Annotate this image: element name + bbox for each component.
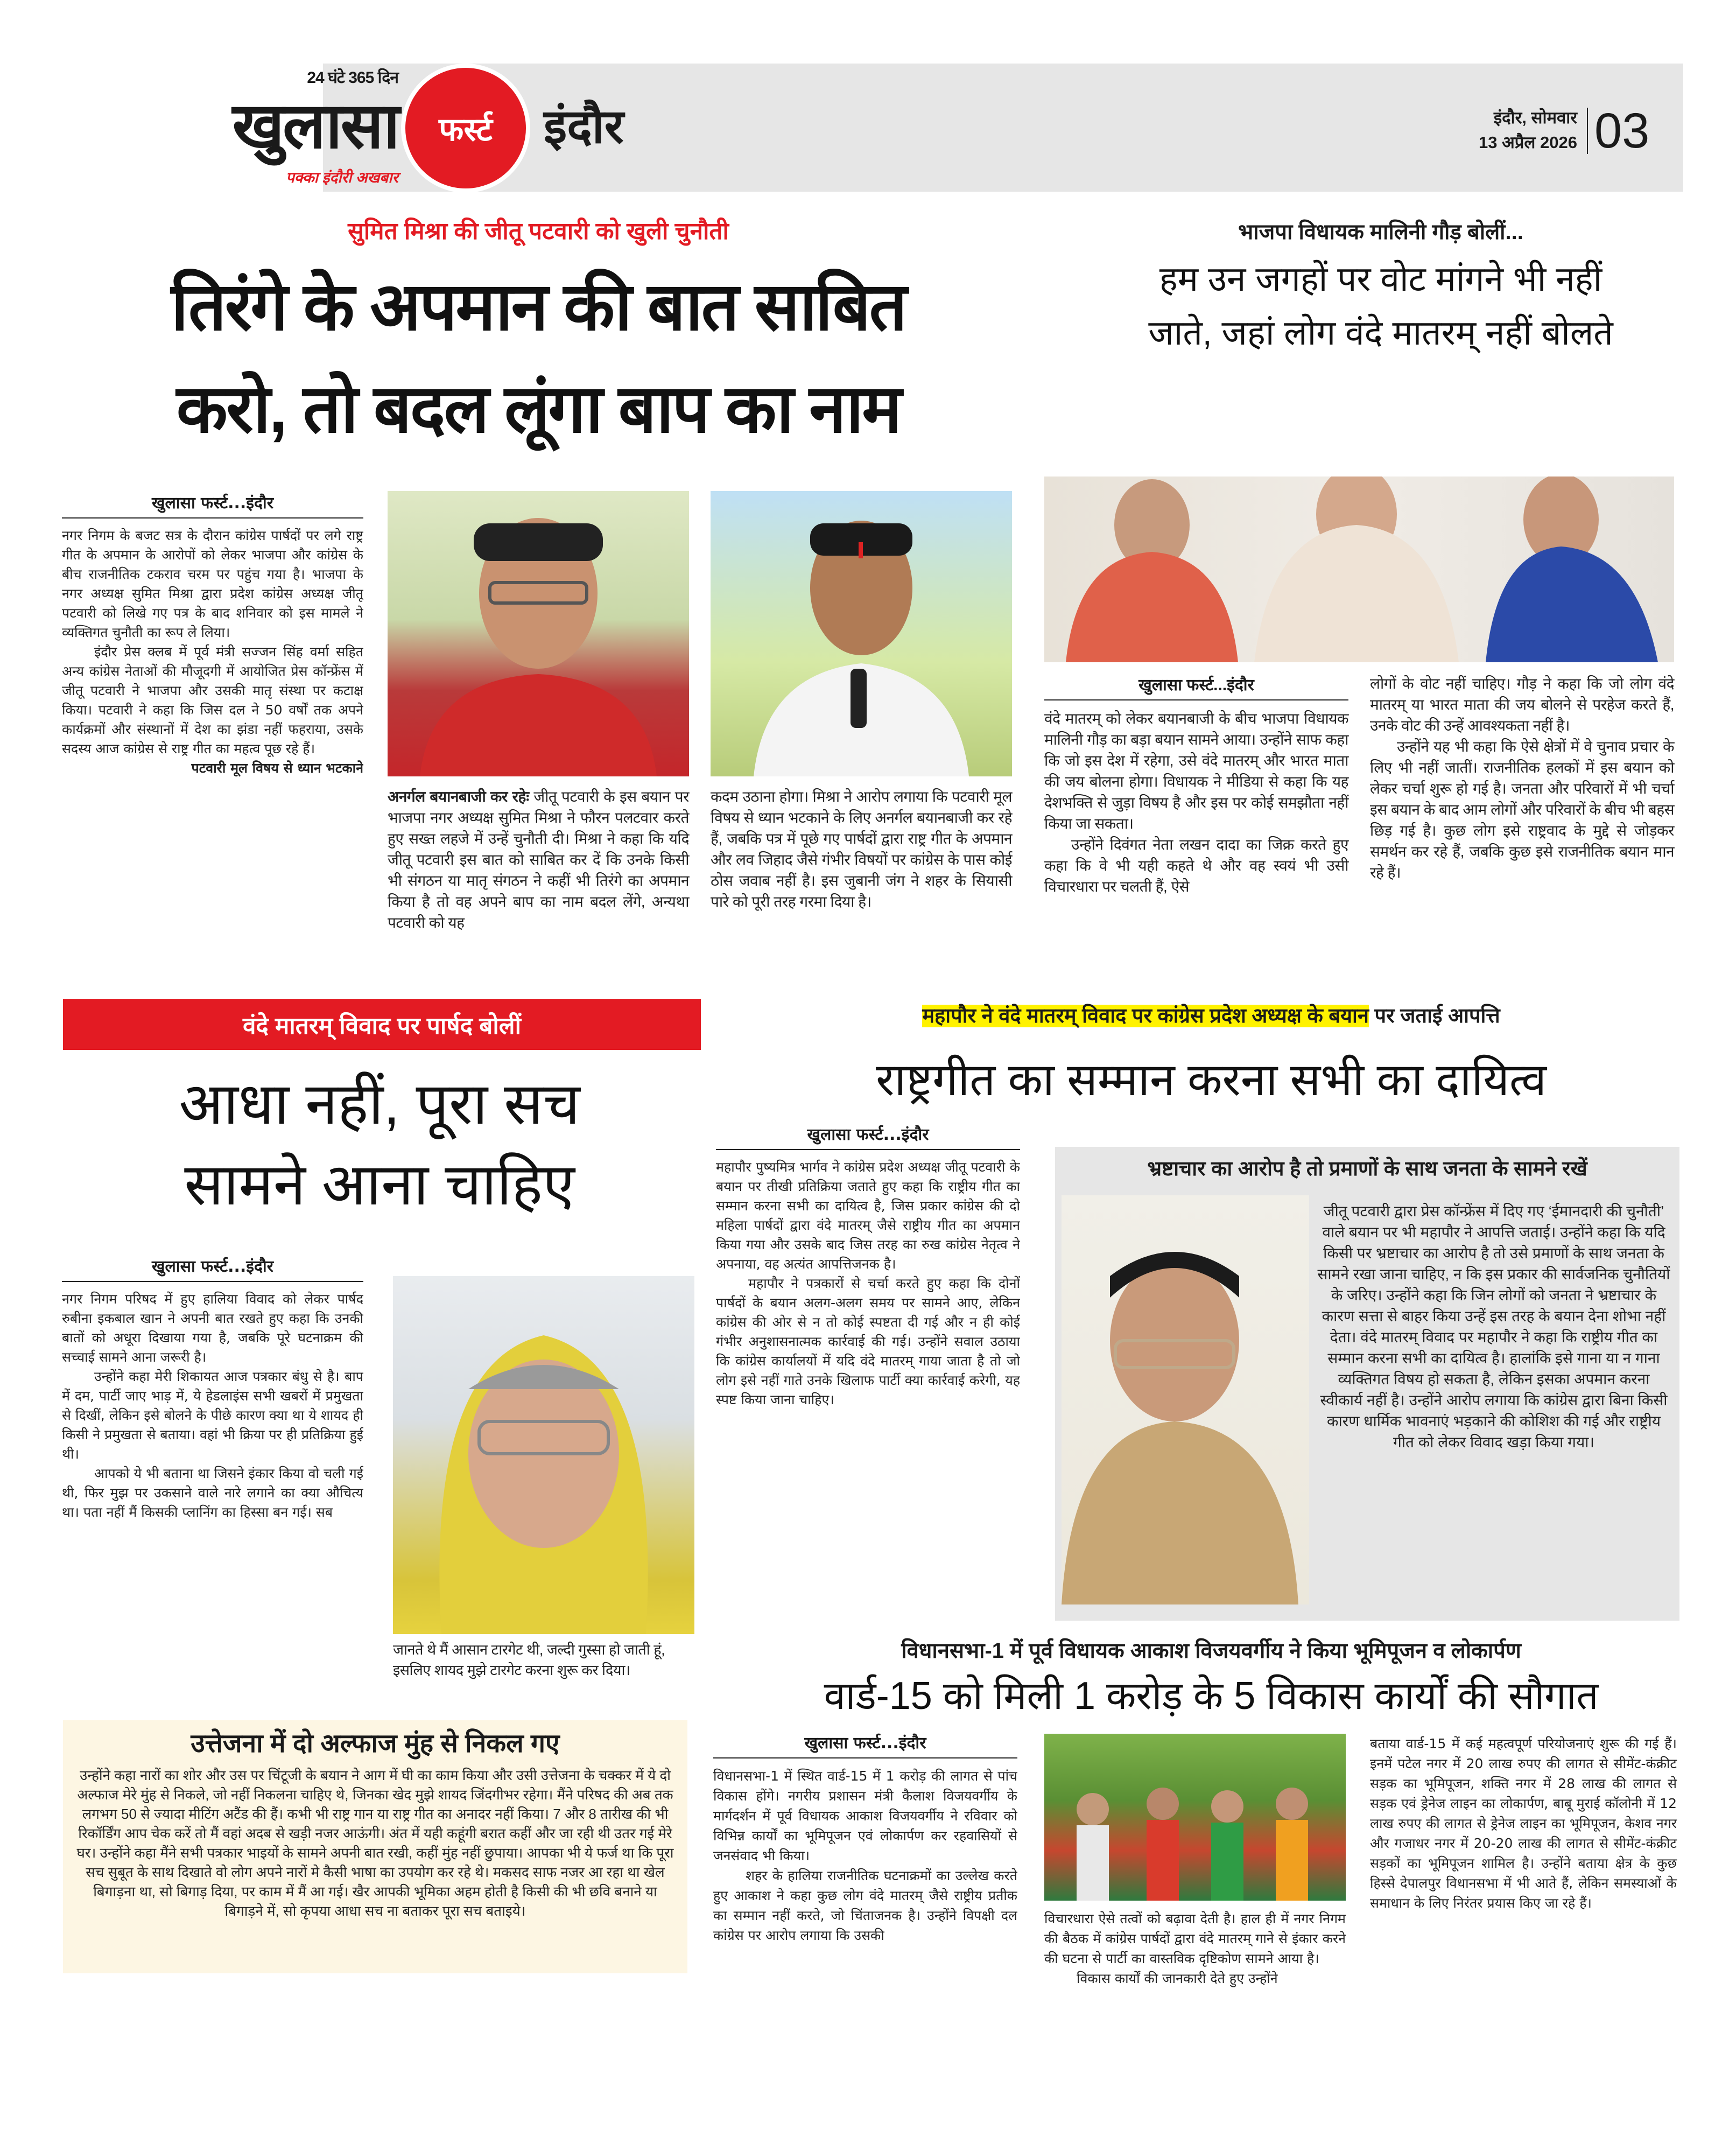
story1-para: नगर निगम के बजट सत्र के दौरान कांग्रेस पार्षदों पर लगे राष्ट्र गीत के अपमान के आरोपों को लेकर भाजपा और कांग्रेस के बीच राजनीतिक टकराव चरम पर पहुंच गया है। भाजपा के नगर अध्यक्ष सुमित मिश्रा द्वारा प्रदेश कांग्रेस अध्यक्ष जीतू पटवारी को लिखे गए पत्र के बाद शनिवार को इस मामले ने व्यक्तिगत चुनौती का रूप ले लिया। bbox=[62, 528, 363, 640]
story1-para: कदम उठाना होगा। मिश्रा ने आरोप लगाया कि पटवारी मूल विषय से ध्यान भटकाने के लिए अनर्गल बयानबाजी कर रहे हैं, जबकि पत्र में पूछे गए पार्षदों द्वारा राष्ट्र गीत के अपमान और लव जिहाद जैसे गंभीर विषयों पर कांग्रेस के पास कोई ठोस जवाब नहीं है। इस जुबानी जंग ने शहर के सियासी पारे को पूरी तरह गरमा दिया है। bbox=[711, 788, 1012, 910]
story5-para: शहर के हालिया राजनीतिक घटनाक्रमों का उल्लेख करते हुए आकाश ने कहा कुछ लोग वंदे मातरम् जैसे राष्ट्रीय प्रतीक का सम्मान नहीं करते, जो चिंताजनक है। उन्होंने विपक्षी दल कांग्रेस पर आरोप लगाया कि उसकी bbox=[713, 1868, 1017, 1943]
photo-jitu-patwari bbox=[711, 491, 1012, 776]
story4-box-text: जीतू पटवारी द्वारा प्रेस कॉन्फ्रेंस में दिए गए ‘ईमानदारी की चुनौती’ वाले बयान पर भी महापौर ने आपत्ति जताई। उन्होंने कहा कि यदि किसी पर भ्रष्टाचार का आरोप है तो उसे प्रमाणों के साथ जनता के सामने रखा जाना चाहिए, न कि इस प्रकार की सार्वजनिक चुनौतियों के जरिए। उन्होंने कहा कि जिन लोगों को जनता ने भ्रष्टाचार के कारण सत्ता से बाहर किया उन्हें इस तरह के बयान देना शोभा नहीं देता। वंदे मातरम् विवाद पर महापौर ने कहा कि राष्ट्रीय गीत का सम्मान करना सभी का दायित्व है। हालांकि इसे गाना या न गाना व्यक्तिगत विषय हो सकता है, लेकिन इसका अपमान करना स्वीकार्य नहीं है। उन्होंने आरोप लगाया कि कांग्रेस द्वारा बिना किसी कारण धार्मिक भावनाएं भड़काने की कोशिश की गई और राष्ट्रीय गीत को लेकर विवाद खड़ा किया गया। bbox=[1317, 1203, 1670, 1451]
story5-byline: खुलासा फर्स्ट...इंदौर bbox=[713, 1731, 1017, 1758]
story2-para: लोगों के वोट नहीं चाहिए। गौड़ ने कहा कि जो लोग वंदे मातरम् या भारत माता की जय बोलने से परहेज करते हैं, उनके वोट की उन्हें आवश्यकता नहीं है। bbox=[1370, 675, 1674, 734]
portrait-man-icon bbox=[388, 491, 689, 776]
story1-headline bbox=[54, 256, 1023, 460]
date-divider bbox=[1587, 108, 1588, 154]
story3-box-headline: उत्तेजना में दो अल्फाज मुंह से निकल गए bbox=[191, 1729, 560, 1758]
story1-col2 bbox=[388, 786, 689, 933]
story3-photo-caption: जानते थे मैं आसान टारगेट थी, जल्दी गुस्सा हो जाती हूं, इसलिए शायद मुझे टारगेट करना शुरू कर दिया। bbox=[393, 1642, 665, 1678]
story1-byline: खुलासा फर्स्ट...इंदौर bbox=[62, 491, 363, 519]
crowd-ceremony-icon bbox=[1044, 1734, 1346, 1901]
photo-malini-gaur bbox=[1044, 477, 1674, 662]
story2-col2 bbox=[1370, 673, 1674, 883]
story1-headline-line1: तिरंगे के अपमान की बात साबित bbox=[171, 270, 906, 344]
portrait-man-mic-icon bbox=[711, 491, 1012, 776]
photo-bhoomipujan-event bbox=[1044, 1734, 1346, 1901]
story2-para: वंदे मातरम् को लेकर बयानबाजी के बीच भाजपा विधायक मालिनी गौड़ का बड़ा बयान सामने आया। उन्होंने साफ कहा कि जो इस देश में रहेगा, उसे वंदे मातरम् और भारत माता की जय बोलना होगा। विधायक ने मीडिया से कहा कि यह देशभक्ति से जुड़ा विषय है और इस पर कोई समझौता नहीं किया जा सकता। bbox=[1044, 710, 1348, 832]
story5-para: बताया वार्ड-15 में कई महत्वपूर्ण परियोजनाएं शुरू की गई हैं। इनमें पटेल नगर में 20 लाख रुपए की लागत से सीमेंट-कंक्रीट सड़क का भूमिपूजन, शक्ति नगर में 28 लाख की लागत से सड़क एवं ड्रेनेज लाइन का लोकार्पण, बाबू मुराई कॉलोनी में 12 लाख रुपए की लागत से ड्रेनेज लाइन का भूमिपूजन, केशव नगर और गजाधर नगर में 20-20 लाख की लागत से सीमेंट-कंक्रीट सड़कों का भूमिपूजन शामिल है। उन्होंने बताया क्षेत्र के कुछ हिस्से देपालपुर विधानसभा में भी आते हैं, लेकिन समस्याओं के समाधान के लिए निरंतर प्रयास किए जा रहे हैं। bbox=[1370, 1736, 1677, 1911]
page-number: 03 bbox=[1594, 103, 1650, 158]
story2-byline: खुलासा फर्स्ट...इंदौर bbox=[1044, 673, 1348, 700]
story3-box-text: उन्होंने कहा नारों का शोर और उस पर चिंटूजी के बयान ने आग में घी का काम किया और उसी उत्तेजना के चक्कर में ये दो अल्फाज मेरे मुंह से निकले, जो नहीं निकलना चाहिए थे, जिनका खेद मुझे शायद जिंदगीभर रहेगा। मैंने परिषद की अब तक लगभग 50 से ज्यादा मीटिंग अटैंड की हैं। कभी भी राष्ट्र गान या राष्ट्र गीत का अनादर नहीं किया। 7 और 8 तारीख की भी रिकॉर्डिंग आप चेक करें तो मैं वहां अदब से खड़ी नजर आऊंगी। अंत में यही कहूंगी बरात कहीं और जा रही थी उतर गई मेरे घर। उन्होंने कहा मैंने सभी पत्रकार भाइयों के सामने अपनी बात रखी, कहीं मुंह नहीं छुपाया। आपका भी ये फर्ज था कि पूरा सच सुबूत के साथ दिखाते वो लोग अपने नारों मे कैसी भाषा का उपयोग कर रहे थे। मकसद साफ नजर आ रहा था खेल बिगाड़ना था, सो बिगाड़ दिया, पर काम में मैं आ गई। खैर आपकी भूमिका अहम होती है किसी की भी छवि बनाने या बिगाड़ने में, सो कृपया आधा सच ना बताकर पूरा सच बताइये। bbox=[76, 1767, 674, 1919]
story2-headline-line1: हम उन जगहों पर वोट मांगने भी नहीं bbox=[1159, 260, 1603, 298]
masthead-tagline: 24 घंटे 365 दिन bbox=[307, 69, 398, 87]
story4-para: महापौर ने पत्रकारों से चर्चा करते हुए कहा कि दोनों पार्षदों के बयान अलग-अलग समय पर सामने आए, लेकिन कांग्रेस की ओर से न तो कोई स्पष्टता दी गई और न ही कोई गंभीर अनुशासनात्मक कार्रवाई की गई। उन्होंने सवाल उठाया कि कांग्रेस कार्यालयों में यदि वंदे मातरम् गाया जाता है तो जो लोग इसे नहीं गाते उनके खिलाफ पार्टी क्या कार्रवाई करेगी, यह स्पष्ट किया जाना चाहिए। bbox=[716, 1276, 1020, 1407]
logo-subtitle: पक्का इंदौरी अखबार bbox=[285, 169, 398, 186]
story5-col1 bbox=[713, 1731, 1017, 2135]
story4-kicker-highlight: महापौर ने वंदे मातरम् विवाद पर कांग्रेस प्रदेश अध्यक्ष के बयान bbox=[922, 1005, 1369, 1027]
story3-byline: खुलासा फर्स्ट...इंदौर bbox=[62, 1255, 363, 1282]
logo-circle-text: फर्स्ट bbox=[439, 111, 493, 148]
story3-banner bbox=[63, 999, 701, 1050]
story3-col1 bbox=[62, 1255, 363, 1709]
date-full: 13 अप्रैल 2026 bbox=[1478, 133, 1577, 152]
photo-rubina-khan bbox=[393, 1276, 694, 1634]
logo-circle-badge bbox=[401, 64, 530, 193]
story3-headline bbox=[59, 1063, 700, 1225]
story1-subhead: पटवारी मूल विषय से ध्यान भटकाने bbox=[191, 760, 363, 776]
story5-kicker: विधानसभा-1 में पूर्व विधायक आकाश विजयवर्गीय ने किया भूमिपूजन व लोकार्पण bbox=[901, 1639, 1521, 1663]
photo-mayor-pushyamitra bbox=[1062, 1195, 1309, 1604]
story1-para: इंदौर प्रेस क्लब में पूर्व मंत्री सज्जन सिंह वर्मा सहित अन्य कांग्रेस नेताओं की मौजूदगी में आयोजित प्रेस कॉन्फ्रेंस में जीतू पटवारी ने भाजपा और उसकी मातृ संस्था पर कटाक्ष किया। पटवारी ने कहा कि जिस दल ने 50 वर्षों तक अपने कार्यक्रमों और संस्थानों में देश का झंडा नहीं फहराया, उसके सदस्य आज कांग्रेस से राष्ट्र गीत का महत्व पूछ रहे हैं। bbox=[62, 644, 363, 756]
story4-sidebar-box bbox=[1055, 1147, 1679, 1621]
story5-para: विचारधारा ऐसे तत्वों को बढ़ावा देती है। हाल ही में नगर निगम की बैठक में कांग्रेस पार्षदों द्वारा वंदे मातरम् गाने से इंकार करने की घटना से पार्टी का वास्तविक दृष्टिकोण सामने आया है। bbox=[1044, 1911, 1346, 1966]
story4-kicker-rest: पर जताई आपत्ति bbox=[1368, 1005, 1500, 1027]
story2-headline-line2: जाते, जहां लोग वंदे मातरम् नहीं बोलते bbox=[1148, 313, 1613, 352]
story1-col1 bbox=[62, 491, 363, 989]
story4-headline: राष्ट्रगीत का सम्मान करना सभी का दायित्व bbox=[876, 1054, 1547, 1105]
story5-col2 bbox=[1044, 1909, 1346, 1988]
story1-col2-lead: अनर्गल बयानबाजी कर रहेः bbox=[388, 788, 529, 805]
story2-headline bbox=[1034, 252, 1728, 360]
date-day: इंदौर, सोमवार bbox=[1493, 108, 1577, 127]
story3-banner-text: वंदे मातरम् विवाद पर पार्षद बोलीं bbox=[242, 1012, 522, 1039]
edition-name: इंदौर bbox=[544, 100, 624, 153]
story2-para: उन्होंने यह भी कहा कि ऐसे क्षेत्रों में वे चुनाव प्रचार के लिए भी नहीं जातीं। राजनीतिक हलकों में इस बयान को लेकर चर्चा शुरू हो गई है। जनता और परिवारों में भी चर्चा इस बयान के बाद आम लोगों और परिवारों के बीच भी बहस छिड़ गई है। कुछ लोग इसे राष्ट्रवाद के मुद्दे से जोड़कर समर्थन कर रहे हैं, जबकि कुछ इसे राजनीतिक बयान मान रहे हैं। bbox=[1370, 738, 1674, 881]
story4-para: महापौर पुष्यमित्र भार्गव ने कांग्रेस प्रदेश अध्यक्ष जीतू पटवारी के बयान पर तीखी प्रतिक्रिया जताते हुए कहा कि राष्ट्रीय गीत का सम्मान करना सभी का दायित्व है, जिस प्रकार कांग्रेस की दो महिला पार्षदों द्वारा वंदे मातरम् जैसे राष्ट्रीय गीत का अपमान किया गया और उसके बाद जिस तरह का रुख कांग्रेस नेतृत्व ने अपनाया, वह अत्यंत आपत्तिजनक है। bbox=[716, 1159, 1020, 1272]
story5-para: विधानसभा-1 में स्थित वार्ड-15 में 1 करोड़ की लागत से पांच विकास होंगे। नगरीय प्रशासन मंत्री कैलाश विजयवर्गीय के मार्गदर्शन में पूर्व विधायक आकाश विजयवर्गीय ने रविवार को विभिन्न कार्यों का भूमिपूजन एवं लोकार्पण कर रहवासियों से जनसंवाद भी किया। bbox=[713, 1768, 1017, 1863]
story4-kicker bbox=[700, 1003, 1723, 1029]
logo-main: खुलासा bbox=[232, 90, 398, 162]
story1-kicker: सुमित मिश्रा की जीतू पटवारी को खुली चुनौती bbox=[348, 218, 729, 244]
photo-sumit-mishra bbox=[388, 491, 689, 776]
story3-headline-line2: सामने आना चाहिए bbox=[184, 1152, 575, 1217]
portrait-woman-icon bbox=[393, 1276, 694, 1634]
story4-col1 bbox=[716, 1123, 1020, 1626]
date-block bbox=[1378, 106, 1577, 155]
story4-box-headline: भ्रष्टाचार का आरोप है तो प्रमाणों के साथ जनता के सामने रखें bbox=[1147, 1158, 1587, 1180]
story3-para: उन्होंने कहा मेरी शिकायत आज पत्रकार बंधु से है। बाप में दम, पार्टी जाए भाड़ में, ये हेडलाइंस सभी खबरों में प्रमुखता से दिखीं, लेकिन इसे बोलने के पीछे कारण क्या था ये शायद ही किसी ने प्रमुखता से बताया। वहां भी क्रिया पर ही प्रतिक्रिया हुई थी। bbox=[62, 1369, 363, 1462]
story2-kicker: भाजपा विधायक मालिनी गौड़ बोलीं... bbox=[1238, 220, 1523, 244]
story3-sidebar-box bbox=[63, 1720, 687, 1973]
story2-para: उन्होंने दिवंगत नेता लखन दादा का जिक्र करते हुए कहा कि वे भी यही कहते थे और वह स्वयं भी उसी विचारधारा पर चलती हैं, ऐसे bbox=[1044, 836, 1348, 895]
story3-para: नगर निगम परिषद में हुए हालिया विवाद को लेकर पार्षद रुबीना इकबाल खान ने अपनी बात रखते हुए कहा कि उनकी बातों को अधूरा दिखाया गया है, जबकि पूरे घटनाक्रम की सच्चाई सामने आना जरूरी है। bbox=[62, 1291, 363, 1365]
story3-para: आपको ये भी बताना था जिसने इंकार किया वो चली गई थी, फिर मुझ पर उकसाने वाले नारे लगाने का क्या औचित्य था। पता नहीं मैं किसकी प्लानिंग का हिस्सा बन गई। सब bbox=[62, 1466, 363, 1520]
story5-col3 bbox=[1370, 1734, 1677, 1913]
story3-headline-line1: आधा नहीं, पूरा सच bbox=[179, 1071, 580, 1136]
story4-byline: खुलासा फर्स्ट...इंदौर bbox=[716, 1123, 1020, 1150]
three-women-icon bbox=[1044, 477, 1674, 662]
story1-headline-line2: करो, तो बदल लूंगा बाप का नाम bbox=[176, 372, 901, 446]
story1-col3 bbox=[711, 786, 1012, 912]
portrait-mayor-icon bbox=[1062, 1195, 1309, 1604]
story2-col1 bbox=[1044, 673, 1348, 897]
story5-para: विकास कार्यों की जानकारी देते हुए उन्होंने bbox=[1077, 1971, 1278, 1986]
story1-para: जीतू पटवारी के इस बयान पर भाजपा नगर अध्यक्ष सुमित मिश्रा ने फौरन पलटवार करते हुए सख्त लहजे में उन्हें चुनौती दी। मिश्रा ने कहा कि यदि जीतू पटवारी इस बात को साबित कर दें कि उनके किसी भी संगठन या मातृ संगठन ने कहीं भी तिरंगे का अपमान किया है तो वह अपने बाप का नाम बदल लेंगे, अन्यथा पटवारी को यह bbox=[388, 788, 690, 931]
story5-headline: वार्ड-15 को मिली 1 करोड़ के 5 विकास कार्यों की सौगात bbox=[824, 1674, 1599, 1718]
